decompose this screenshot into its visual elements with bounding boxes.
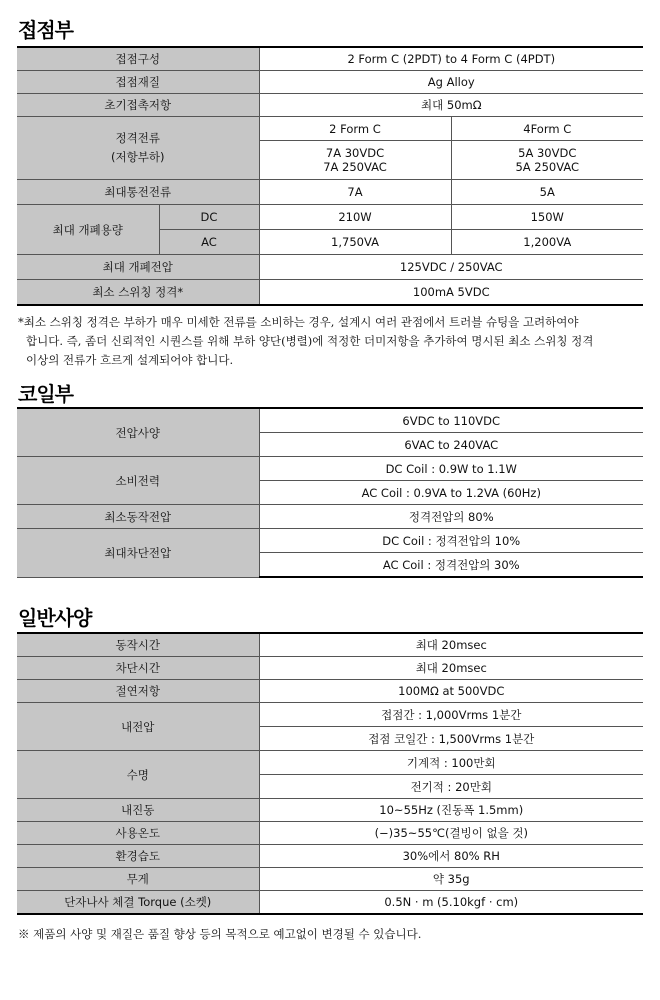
row-value: 2 Form C (2PDT) to 4 Form C (4PDT) [259,47,643,71]
row-value: 정격전압의 80% [259,505,643,529]
row-value: AC Coil : 정격전압의 30% [259,553,643,578]
table-row [17,657,643,680]
row-label: 최소동작전압 [17,505,259,529]
row-label: 수명 [17,751,259,799]
column-header-4c: 4Form C [451,117,643,141]
general-spec-table [17,632,643,915]
row-label: 소비전력 [17,457,259,505]
row-label: 전압사양 [17,408,259,457]
row-sublabel: AC [159,230,259,255]
row-label: 접점재질 [17,71,259,94]
row-label: 접점구성 [17,47,259,71]
footnote-line: 이상의 전류가 흐르게 설계되어야 합니다. [26,353,234,367]
table-row [17,529,643,553]
row-value: 최대 20msec [259,633,643,657]
rated-4c-dc: 5A 30VDC [518,146,577,160]
row-label: 사용온도 [17,822,259,845]
row-label: 무게 [17,868,259,891]
row-label: 초기접촉저항 [17,94,259,117]
row-label: 차단시간 [17,657,259,680]
table-row [17,633,643,657]
table-row [17,822,643,845]
table-row [17,408,643,433]
row-value: 최대 50mΩ [259,94,643,117]
rated-4c-ac: 5A 250VAC [515,160,580,174]
row-label: 최대통전전류 [17,180,259,205]
row-value: AC Coil : 0.9VA to 1.2VA (60Hz) [259,481,643,505]
footnote-line: 합니다. 즉, 좀더 신뢰적인 시퀀스를 위해 부하 양단(병렬)에 적정한 더미저항을 추가하여 명시된 최소 스위칭 정격 [26,334,594,348]
row-label: 최대차단전압 [17,529,259,578]
row-label [17,117,259,180]
table-row [17,868,643,891]
row-value: 접점간 : 1,000Vrms 1분간 [259,703,643,727]
table-row [17,457,643,481]
row-sublabel: DC [159,205,259,230]
row-value: DC Coil : 정격전압의 10% [259,529,643,553]
row-value: 6VAC to 240VAC [259,433,643,457]
row-label: 내전압 [17,703,259,751]
row-value: 100mA 5VDC [259,280,643,306]
row-label: 단자나사 체결 Torque (소켓) [17,891,259,915]
row-label: 최소 스위칭 정격* [17,280,259,306]
row-value: DC Coil : 0.9W to 1.1W [259,457,643,481]
rated-current-sublabel: (저항부하) [111,150,165,164]
table-row [17,703,643,727]
rated-2c-dc: 7A 30VDC [325,146,385,160]
table-row [17,751,643,775]
contact-spec-table [17,46,643,306]
row-value: 최대 20msec [259,657,643,680]
row-value: 5A [451,180,643,205]
row-label: 최대 개폐용량 [17,205,159,255]
footer-note: ※ 제품의 사양 및 재질은 품질 향상 등의 목적으로 예고없이 변경될 수 있습니다. [18,927,422,941]
table-row [17,845,643,868]
rated-current-label: 정격전류 [115,131,160,145]
contact-footnote [18,313,648,370]
rated-2c-ac: 7A 250VAC [323,160,387,174]
row-value: 210W [259,205,451,230]
row-value: Ag Alloy [259,71,643,94]
row-value: 1,200VA [451,230,643,255]
row-value: 30%에서 80% RH [259,845,643,868]
row-value: 6VDC to 110VDC [259,408,643,433]
row-value [451,141,643,180]
row-label: 환경습도 [17,845,259,868]
coil-spec-table [17,407,643,578]
table-row [17,117,643,141]
row-value: 150W [451,205,643,230]
row-value: 7A [259,180,451,205]
row-value: 0.5N · m (5.10kgf · cm) [259,891,643,915]
row-value: 기계적 : 100만회 [259,751,643,775]
row-value: 약 35g [259,868,643,891]
table-row [17,280,643,306]
footnote-line: *최소 스위칭 정격은 부하가 매우 미세한 전류를 소비하는 경우, 설계시 여러 관점에서 트러블 슈팅을 고려하여야 [18,315,579,329]
row-value: 접점 코일간 : 1,500Vrms 1분간 [259,727,643,751]
table-row [17,180,643,205]
table-row [17,680,643,703]
row-value: 전기적 : 20만회 [259,775,643,799]
row-value: (−)35~55℃(결빙이 없을 것) [259,822,643,845]
row-value [259,141,451,180]
row-label: 절연저항 [17,680,259,703]
table-row [17,255,643,280]
coil-section-title: 코일부 [18,382,73,406]
column-header-2c: 2 Form C [259,117,451,141]
row-value: 10~55Hz (진동폭 1.5mm) [259,799,643,822]
table-row [17,205,643,230]
table-row [17,94,643,117]
general-section-title: 일반사양 [18,606,92,630]
row-label: 내진동 [17,799,259,822]
row-value: 1,750VA [259,230,451,255]
table-row [17,71,643,94]
row-value: 125VDC / 250VAC [259,255,643,280]
table-row [17,891,643,915]
row-value: 100MΩ at 500VDC [259,680,643,703]
table-row [17,505,643,529]
table-row [17,47,643,71]
contact-section-title: 접점부 [18,18,73,42]
row-label: 동작시간 [17,633,259,657]
table-row [17,799,643,822]
row-label: 최대 개폐전압 [17,255,259,280]
